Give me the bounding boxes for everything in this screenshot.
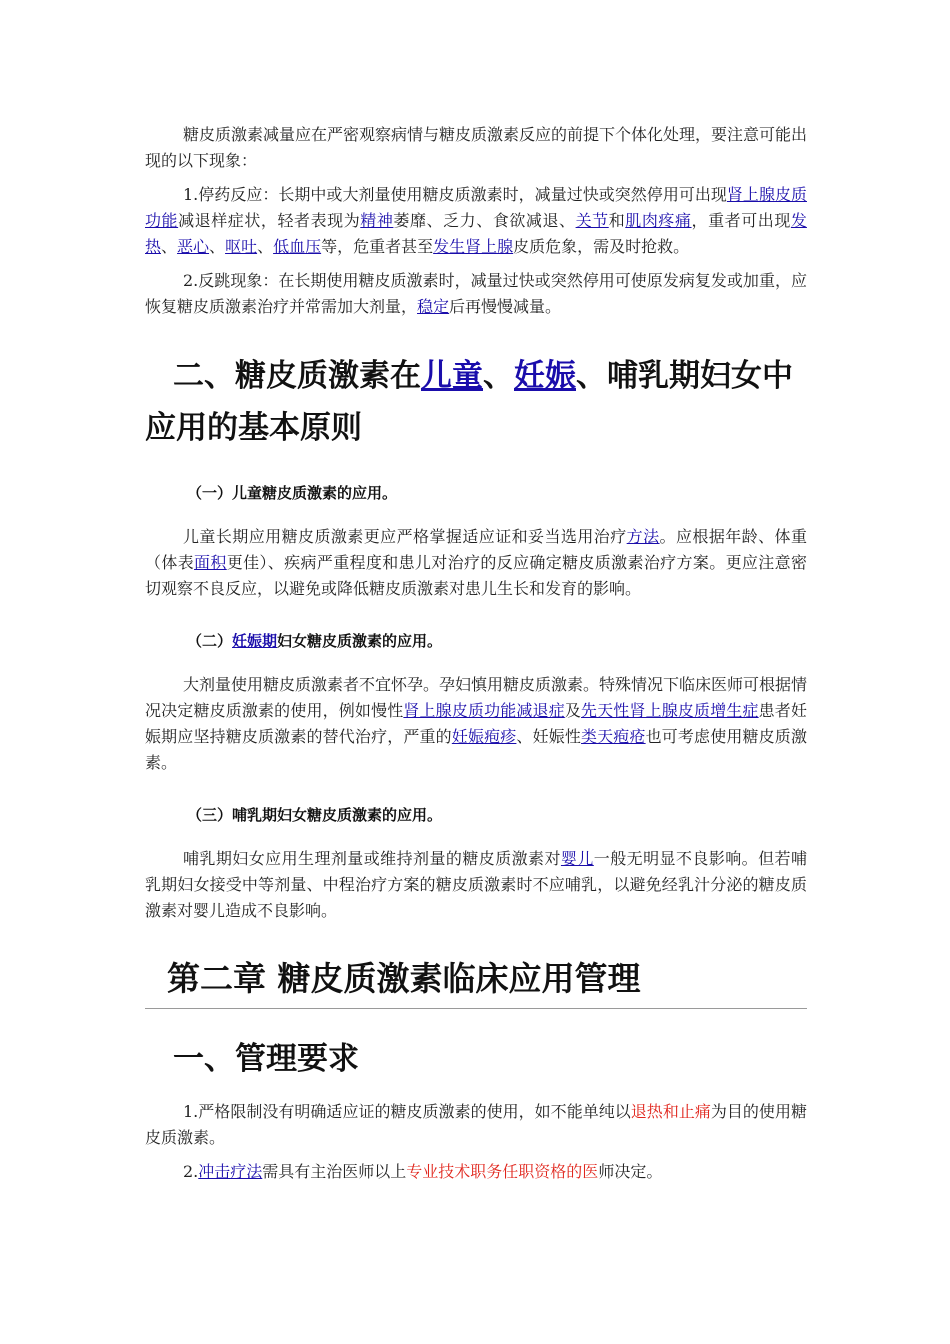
- link-stable[interactable]: 稳定: [417, 297, 450, 316]
- highlight-qualification: 专业技术职务任职资格的医: [406, 1162, 599, 1181]
- section-heading-principles: 二、糖皮质激素在儿童、妊娠、哺乳期妇女中应用的基本原则: [145, 358, 793, 446]
- lactation-paragraph: 哺乳期妇女应用生理剂量或维持剂量的糖皮质激素对婴儿一般无明显不良影响。但若哺乳期妇女接受中等剂量、中程治疗方案的糖皮质激素时不应哺乳，以避免经乳汁分泌的糖皮质激素对婴儿造成不良影响。: [145, 849, 807, 920]
- subheading-children: （一）儿童糖皮质激素的应用。: [187, 484, 398, 502]
- link-hypotension[interactable]: 低血压: [273, 237, 322, 256]
- link-adrenal[interactable]: 发生肾上腺: [433, 237, 514, 256]
- link-method[interactable]: 方法: [626, 527, 660, 546]
- item2-paragraph: 2.反跳现象：在长期使用糖皮质激素时，减量过快或突然停用可使原发病复发或加重，应恢复糖皮质激素治疗并常需加大剂量，稳定后再慢慢减量。: [145, 271, 807, 316]
- link-children[interactable]: 儿童: [421, 358, 483, 394]
- link-pemphigoid[interactable]: 类天疱疮: [581, 727, 646, 746]
- link-pregnancy-period[interactable]: 妊娠期: [232, 632, 278, 650]
- link-herpes-gestationis[interactable]: 妊娠疱疹: [451, 727, 517, 746]
- section-heading-management: 一、管理要求: [173, 1041, 359, 1077]
- chapter-heading: 第二章 糖皮质激素临床应用管理: [145, 954, 807, 1009]
- requirement-2: 2.冲击疗法需具有主治医师以上专业技术职务任职资格的医师决定。: [183, 1162, 663, 1181]
- link-adrenal-cortex-function[interactable]: 肾上腺皮质功能: [145, 185, 807, 230]
- link-vomiting[interactable]: 呕吐: [225, 237, 258, 256]
- subheading-pregnancy: （二）妊娠期妇女糖皮质激素的应用。: [187, 632, 443, 650]
- item1-paragraph: 1.停药反应：长期中或大剂量使用糖皮质激素时，减量过快或突然停用可出现肾上腺皮质功能减退样症状，轻者表现为精神萎靡、乏力、食欲减退、关节和肌肉疼痛，重者可出现发热、恶心、呕吐、低血压等，危重者甚至发生肾上腺皮质危象，需及时抢救。: [145, 185, 807, 256]
- link-joint[interactable]: 关节: [575, 211, 609, 230]
- requirement-1: 1.严格限制没有明确适应证的糖皮质激素的使用，如不能单纯以退热和止痛为目的使用糖皮质激素。: [145, 1102, 807, 1147]
- pregnancy-paragraph: 大剂量使用糖皮质激素者不宜怀孕。孕妇慎用糖皮质激素。特殊情况下临床医师可根据情况决定糖皮质激素的使用，例如慢性肾上腺皮质功能减退症及先天性肾上腺皮质增生症患者妊娠期应坚持糖皮质激素的替代治疗，严重的妊娠疱疹、妊娠性类天疱疮也可考虑使用糖皮质激素。: [145, 675, 808, 772]
- link-pulse-therapy[interactable]: 冲击疗法: [198, 1162, 263, 1181]
- link-muscle-pain[interactable]: 肌肉疼痛: [625, 211, 692, 230]
- link-infant[interactable]: 婴儿: [560, 849, 594, 868]
- intro-paragraph: [145, 122, 807, 174]
- link-nausea[interactable]: 恶心: [177, 237, 210, 256]
- link-spirit[interactable]: 精神: [360, 211, 394, 230]
- link-congenital-adrenal-hyperplasia[interactable]: 先天性肾上腺皮质增生症: [581, 701, 759, 720]
- document-content: [145, 122, 807, 1185]
- intro-text: 糖皮质激素减量应在严密观察病情与糖皮质激素反应的前提下个体化处理，要注意可能出现的以下现象：: [145, 125, 808, 170]
- link-adrenal-insufficiency[interactable]: 肾上腺皮质功能减退症: [403, 701, 565, 720]
- subheading-lactation: （三）哺乳期妇女糖皮质激素的应用。: [187, 806, 443, 824]
- children-paragraph: 儿童长期应用糖皮质激素更应严格掌握适应证和妥当选用治疗方法。应根据年龄、体重（体表面积更佳）、疾病严重程度和患儿对治疗的反应确定糖皮质激素治疗方案。更应注意密切观察不良反应，以避免或降低糖皮质激素对患儿生长和发育的影响。: [145, 527, 807, 598]
- link-fever[interactable]: 发热: [145, 211, 807, 256]
- highlight-fever-pain: 退热和止痛: [630, 1102, 711, 1121]
- link-pregnancy[interactable]: 妊娠: [514, 358, 576, 394]
- link-area[interactable]: 面积: [194, 553, 227, 572]
